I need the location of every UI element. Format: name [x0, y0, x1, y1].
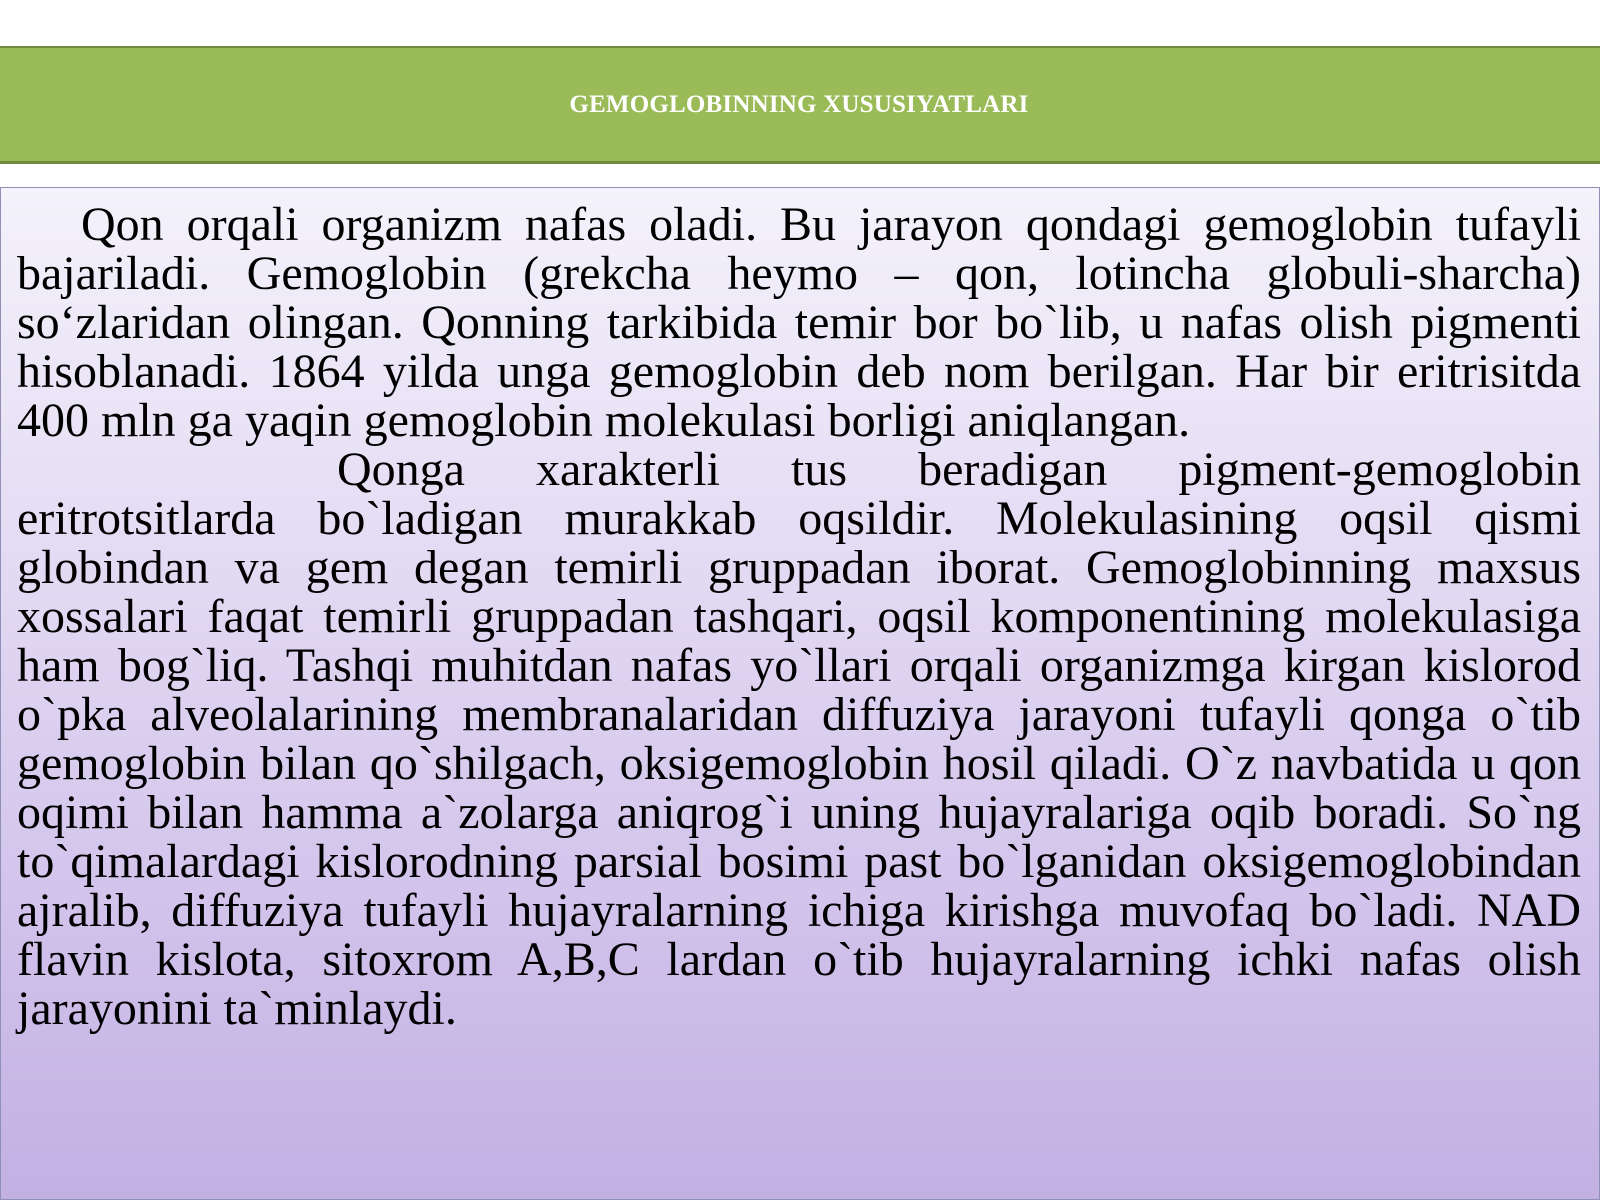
- paragraph-2: Qonga xarakterli tus beradigan pigment-gemoglobin eritrotsitlarda bo`ladigan murakkab oqsildir. Molekulasining oqsil qismi globindan va gem degan temirli gruppadan iborat. Gemoglobinning maxsus xossalari faqat temirli gruppadan tashqari, oqsil komponentining molekulasiga ham bog`liq. Tashqi muhitdan nafas yo`llari orqali organizmga kirgan kislorod o`pka alveolalarining membranalaridan diffuziya jarayoni tufayli qonga o`tib gemoglobin bilan qo`shilgach, oksigemoglobin hosil qiladi. O`z navbatida u qon oqimi bilan hamma a`zolarga aniqrog`i uning hujayralariga oqib boradi. So`ng to`qimalardagi kislorodning parsial bosimi past bo`lganidan oksigemoglobindan ajralib, diffuziya tufayli hujayralarning ichiga kirishga muvofaq bo`ladi. NAD flavin kislota, sitoxrom A,B,C lardan o`tib hujayralarning ichki nafas olish jarayonini ta`minlaydi.: [17, 443, 1581, 1035]
- paragraph-1: Qon orqali organizm nafas oladi. Bu jarayon qondagi gemoglobin tufayli bajariladi. Gemoglobin (grekcha heymo – qon, lotincha globuli-sharcha) so‘zlaridan olingan. Qonning tarkibida temir bor bo`lib, u nafas olish pigmenti hisoblanadi. 1864 yilda unga gemoglobin deb nom berilgan. Har bir eritrisitda 400 mln ga yaqin gemoglobin molekulasi borligi aniqlangan.: [17, 198, 1581, 447]
- content-box: [0, 187, 1600, 1200]
- title-bar: [0, 46, 1600, 164]
- slide-title: GEMOGLOBINNING XUSUSIYATLARI: [569, 90, 1029, 118]
